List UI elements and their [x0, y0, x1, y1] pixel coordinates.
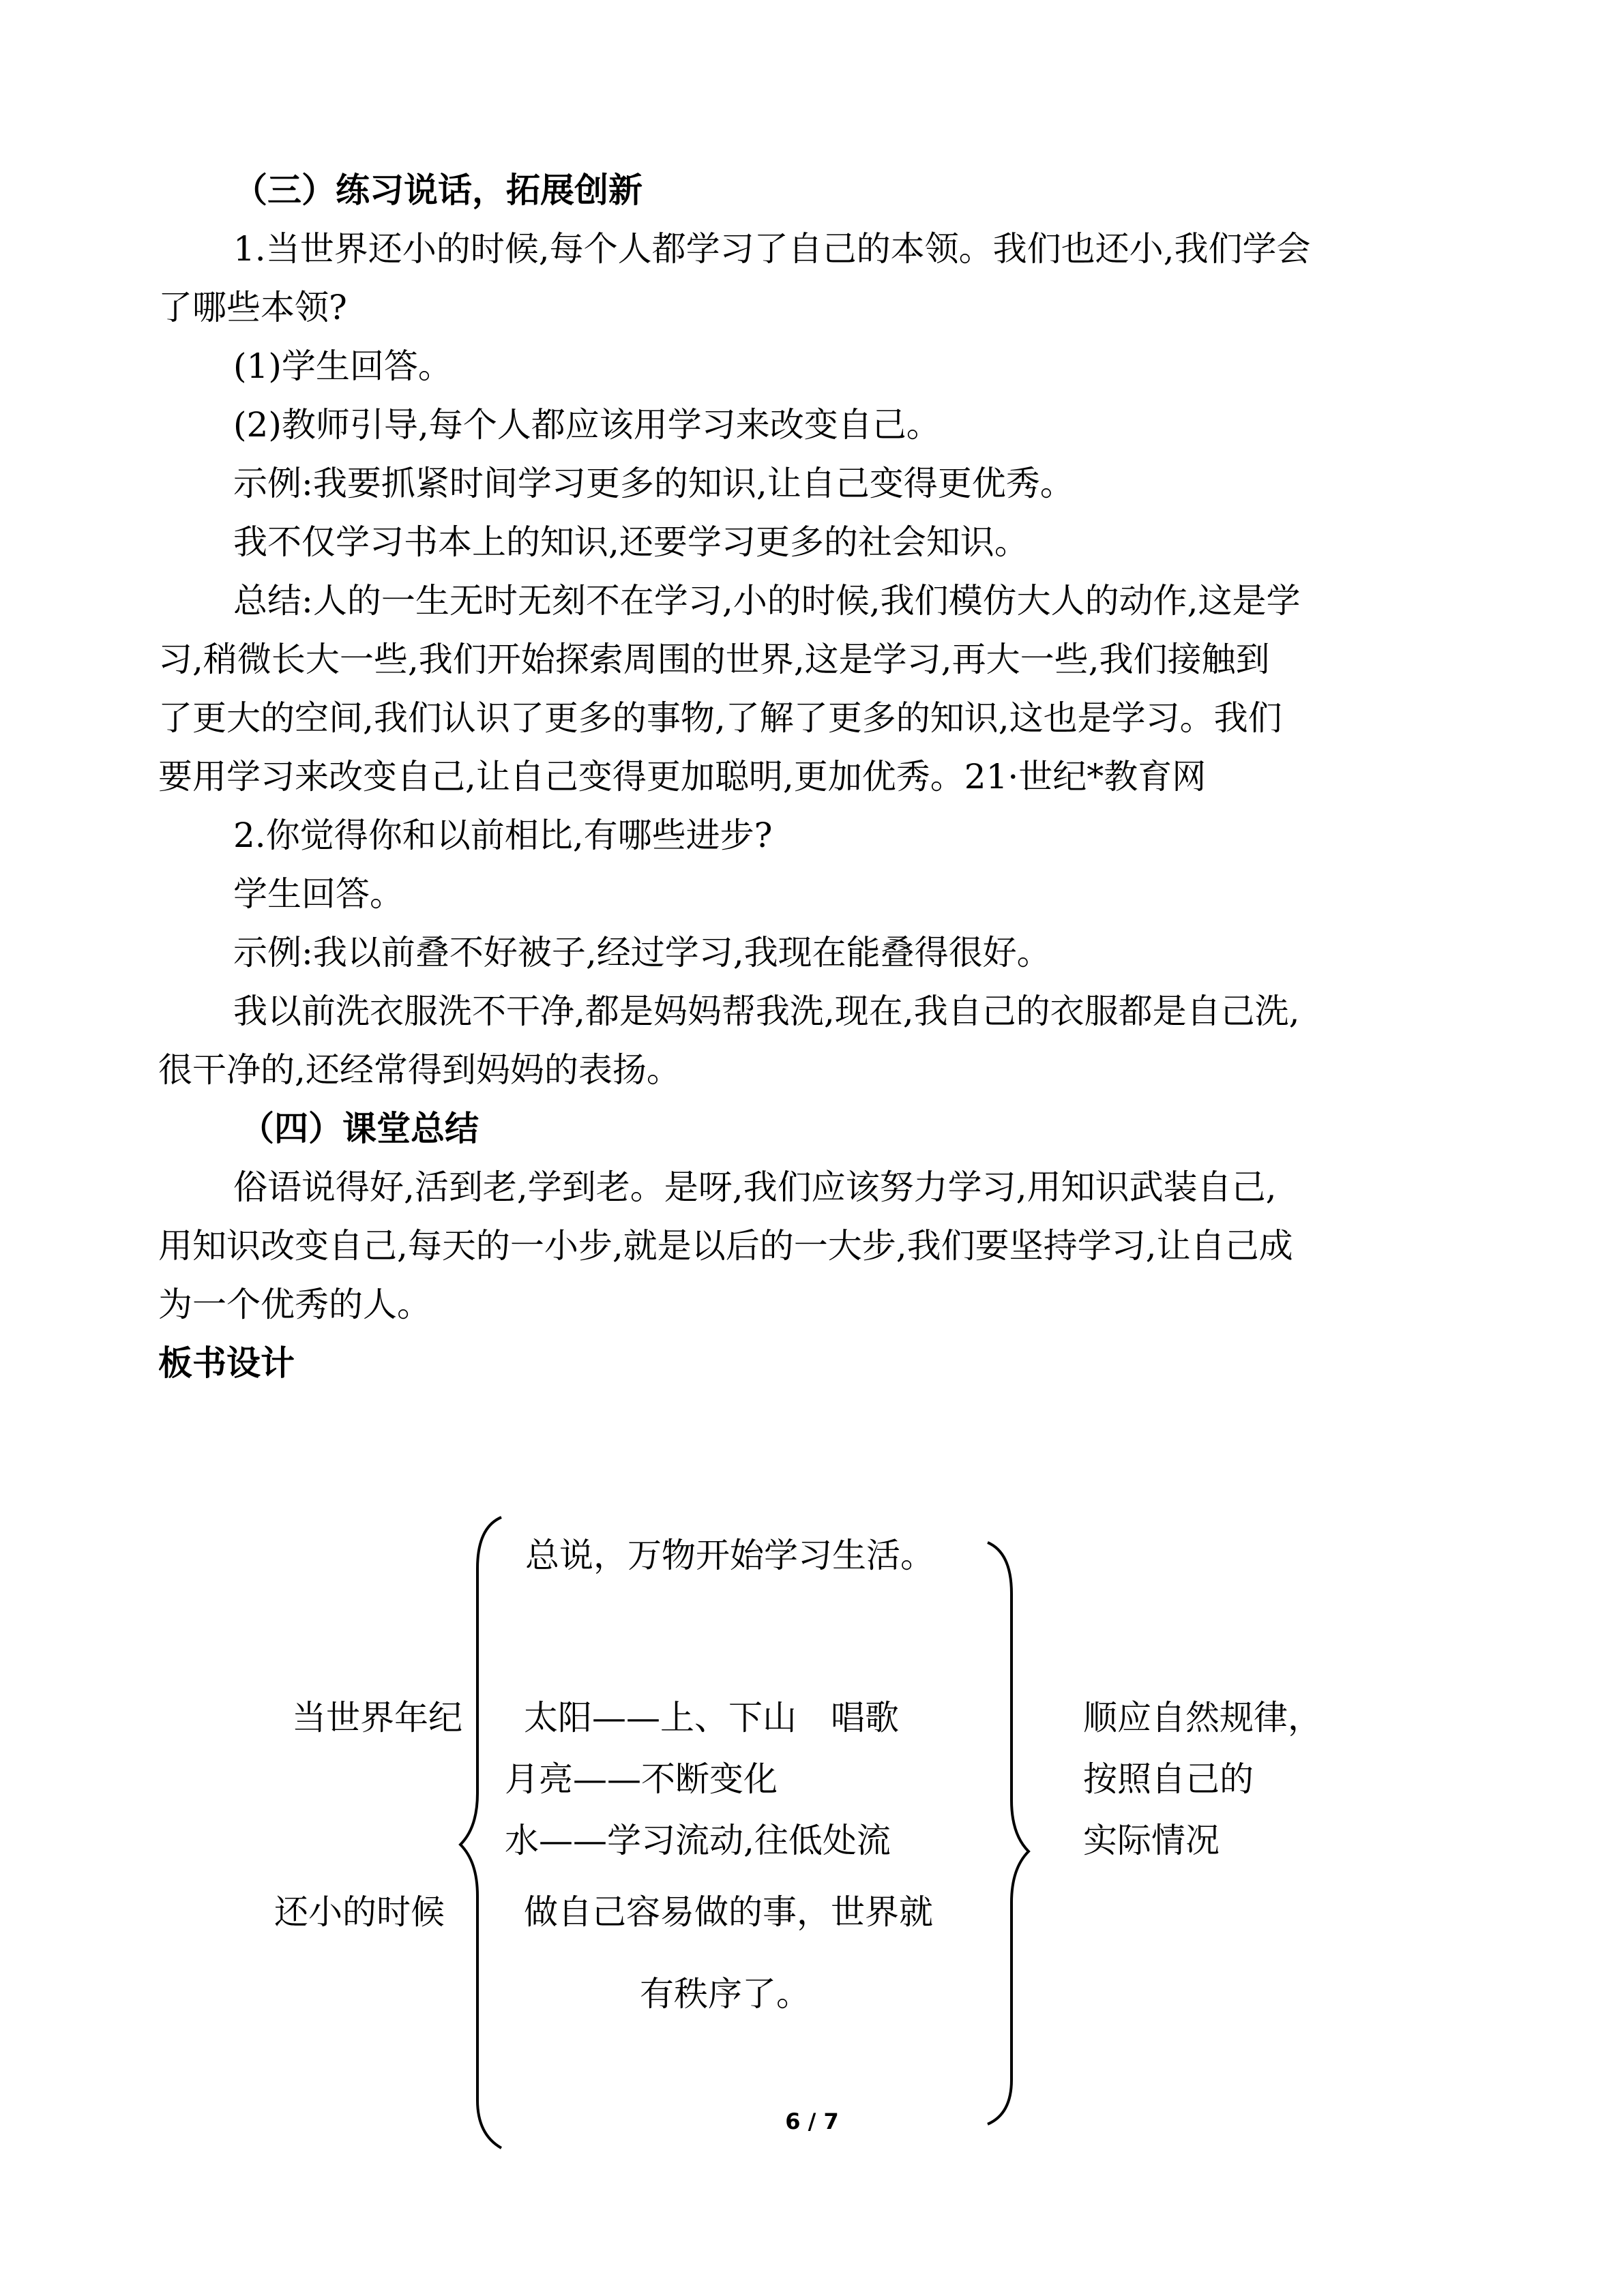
step2: (2)教师引导,每个人都应该用学习来改变自己。 [233, 405, 941, 445]
left-brace [460, 1517, 501, 2148]
example1: 示例:我要抓紧时间学习更多的知识,让自己变得更优秀。 [233, 464, 1074, 503]
board-mid-line2: 太阳——上、下山 唱歌 [524, 1698, 899, 1738]
section4-text-line2: 用知识改变自己,每天的一小步,就是以后的一大步,我们要坚持学习,让自己成 [158, 1226, 1293, 1266]
section4-text-line1: 俗语说得好,活到老,学到老。是呀,我们应该努力学习,用知识武装自己, [233, 1167, 1277, 1207]
board-mid-line5: 做自己容易做的事，世界就 [524, 1892, 933, 1932]
board-heading: 板书设计 [158, 1343, 295, 1383]
question1-line2: 了哪些本领? [158, 288, 347, 327]
step1: (1)学生回答。 [233, 346, 452, 386]
page-number: 6 / 7 [785, 2108, 839, 2134]
board-right-line3: 实际情况 [1083, 1821, 1220, 1860]
board-left-line1: 当世界年纪 [292, 1698, 462, 1738]
board-mid-line6: 有秩序了。 [640, 1974, 810, 2014]
summary-line3: 了更大的空间,我们认识了更多的事物,了解了更多的知识,这也是学习。我们 [158, 698, 1282, 738]
example2: 我不仅学习书本上的知识,还要学习更多的社会知识。 [233, 522, 1029, 562]
question2: 2.你觉得你和以前相比,有哪些进步? [233, 816, 773, 855]
summary-line2: 习,稍微长大一些,我们开始探索周围的世界,这是学习,再大一些,我们接触到 [158, 640, 1270, 679]
right-brace [988, 1542, 1029, 2124]
section4-heading: （四）课堂总结 [240, 1109, 479, 1148]
summary-line1: 总结:人的一生无时无刻不在学习,小的时候,我们模仿大人的动作,这是学 [233, 581, 1301, 621]
board-right-line1: 顺应自然规律， [1083, 1698, 1322, 1738]
section3-heading: （三）练习说话，拓展创新 [233, 170, 643, 210]
example4-line1: 我以前洗衣服洗不干净,都是妈妈帮我洗,现在,我自己的衣服都是自己洗, [233, 992, 1300, 1031]
board-mid-line3: 月亮——不断变化 [505, 1759, 778, 1799]
board-mid-line1: 总说，万物开始学习生活。 [525, 1536, 934, 1575]
board-mid-line4: 水——学习流动,往低处流 [505, 1821, 891, 1860]
question1-line1: 1.当世界还小的时候,每个人都学习了自己的本领。我们也还小,我们学会 [233, 229, 1311, 269]
example3: 示例:我以前叠不好被子,经过学习,我现在能叠得很好。 [233, 933, 1051, 972]
question2-answer: 学生回答。 [233, 874, 404, 914]
section4-text-line3: 为一个优秀的人。 [158, 1285, 431, 1324]
board-right-line2: 按照自己的 [1083, 1759, 1254, 1799]
summary-line4: 要用学习来改变自己,让自己变得更加聪明,更加优秀。21·世纪*教育网 [158, 757, 1207, 796]
board-left-line2: 还小的时候 [274, 1892, 445, 1932]
example4-line2: 很干净的,还经常得到妈妈的表扬。 [158, 1050, 681, 1090]
